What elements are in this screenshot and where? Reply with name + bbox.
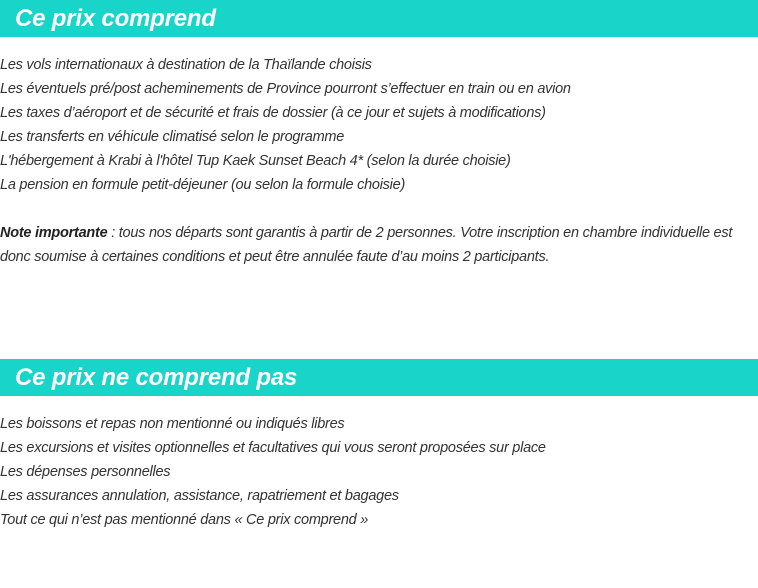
excluded-section-header — [0, 359, 758, 396]
included-list — [0, 53, 758, 197]
list-item: Les assurances annulation, assistance, rapatriement et bagages — [0, 488, 399, 504]
excluded-section-title: Ce prix ne comprend pas — [15, 364, 298, 391]
list-item: Les éventuels pré/post acheminements de Province pourront s’effectuer en train ou en avion — [0, 81, 571, 97]
list-item: Les boissons et repas non mentionné ou indiqués libres — [0, 416, 345, 432]
list-item: Les vols internationaux à destination de la Thaïlande choisis — [0, 57, 372, 73]
list-item: Les excursions et visites optionnelles et facultatives qui vous seront proposées sur place — [0, 440, 546, 456]
excluded-list — [0, 412, 758, 532]
important-note-label: Note importante — [0, 225, 108, 241]
list-item: La pension en formule petit-déjeuner (ou selon la formule choisie) — [0, 177, 406, 193]
included-section-header — [0, 0, 758, 37]
important-note-text: : tous nos départs sont garantis à partir de 2 personnes. Votre inscription en chambre individuelle est donc soumise à certaines conditions et peut être annulée faute d’au moins 2 participants. — [0, 225, 733, 265]
list-item: Les taxes d’aéroport et de sécurité et frais de dossier (à ce jour et sujets à modifications) — [0, 105, 546, 121]
list-item: Les transferts en véhicule climatisé selon le programme — [0, 129, 345, 145]
list-item: Les dépenses personnelles — [0, 464, 171, 480]
included-section-title: Ce prix comprend — [15, 5, 216, 32]
list-item: Tout ce qui n’est pas mentionné dans « Ce prix comprend » — [0, 512, 369, 528]
list-item: L'hébergement à Krabi à l'hôtel Tup Kaek Sunset Beach 4* (selon la durée choisie) — [0, 153, 511, 169]
important-note — [0, 221, 752, 269]
